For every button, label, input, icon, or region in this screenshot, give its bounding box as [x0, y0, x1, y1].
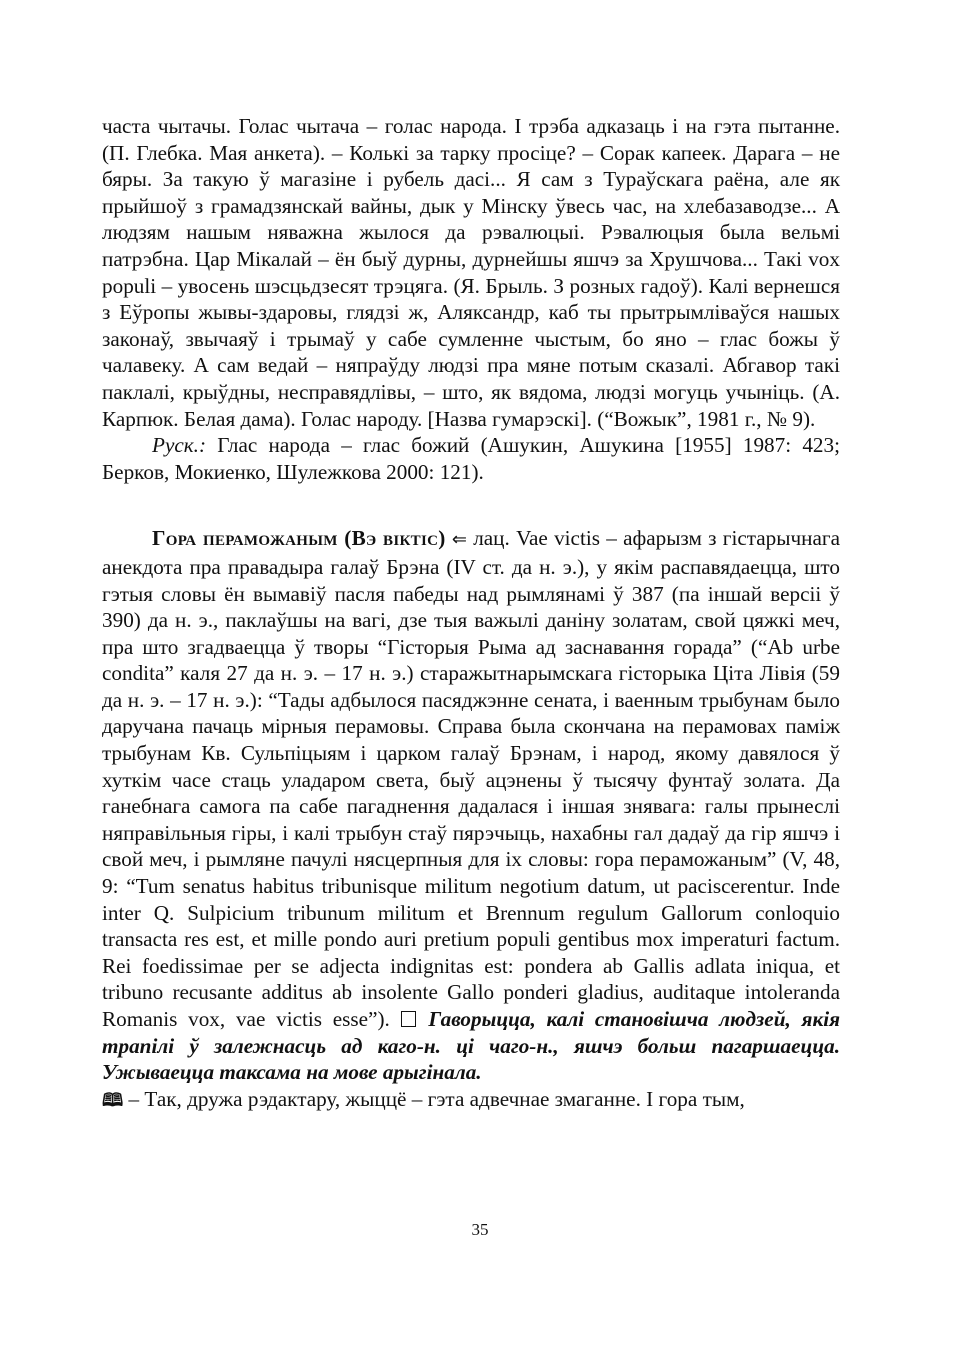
- entry-spacer: [102, 485, 840, 525]
- text-column: [102, 113, 840, 1114]
- russian-label: Руск.:: [152, 433, 207, 458]
- example-line: [102, 1086, 840, 1115]
- usage-note-square-icon: [401, 1011, 416, 1027]
- russian-equivalent-paragraph: [102, 432, 840, 485]
- open-book-icon: 🕮: [102, 1089, 124, 1111]
- russian-equivalent-text: Глас народа – глас божий (Ашукин, Ашукина [1955] 1987: 423; Берков, Мокиенко, Шулежкова 2000: 121).: [102, 433, 840, 484]
- borrowing-arrow-icon: ⇐: [451, 529, 467, 551]
- continuation-paragraph: часта чытачы. Голас чытача – голас народа. І трэба адказаць і на гэта пытанне. (П. Глебка. Мая анкета). – Колькі за тарку просіце? – Сорак капеек. Дарага – не бяры. За такую ў магазіне і рубель дасі... Я сам з Тураўскага раёна, але як прыйшоў з грамадзянскай вайны, дык у Мінску ўвесь час, на хлебазаводзе... А людзям нашым няважна жылося да рэвалюцыі. Рэвалюцыя была вельмі патрэбна. Цар Мікалай – ён быў дурны, дурнейшы яшчэ за Хрушчова... Такі vox populi – увосень шэсцьдзесят трэцяга. (Я. Брыль. З розных гадоў). Калі вернешся з Еўропы жывы-здаровы, глядзі ж, Аляксандр, каб ты прытрымліваўся нашых законаў, звычаяў і трымаў у сабе сумленне чыстым, бо яно – глас божы ў чалавеку. А сам ведай – няпраўду людзі пра мяне потым сказалі. Абгавор такі паклалі, крыўдны, несправядлівы, – што, як вядома, людзі могуць учыніць. (А. Карпюк. Белая дама). Голас народу. [Назва гумарэскі]. (“Вожык”, 1981 г., № 9).: [102, 114, 840, 431]
- page-number: 35: [471, 1220, 489, 1239]
- entry-body: лац. Vae victis – афарызм з гістарычнага анекдота пра правадыра галаў Брэна (IV ст. да н. э.), у якім распавядаецца, што гэтыя словы ён вымавіў пасля пабеды над рымлянамі ў 387 (па іншай версіі ў 390) да н. э., паклаўшы на вагі, дзе тыя важылі даніну золатам, свой цяжкі меч, пра што згадваецца ў творы “Гісторыя Рыма ад заснавання горада” (“Ab urbe condita” каля 27 да н. э. – 17 н. э.) старажытнарымскага гісторыка Ціта Лівія (59 да н. э. – 17 н. э.): “Тады адбылося пасяджэнне сената, і ваенным трыбунам было даручана пачаць мірныя перамовы. Справа была скончана на перамовах паміж трыбунам Кв. Сульпіцыям і царком галаў Брэнам, і народ, якому давялося ў хуткім часе стаць уладаром света, быў ацэнены ў тысячу фунтаў золата. Да ганебнага самога па сабе пагаднення дадалася і іншая знявага: галы прынеслі няправільныя гіры, і калі трыбун стаў пярэчыць, нахабны гал дадаў да гір яшчэ і свой меч, і рымляне пачулі нясцерпныя для іх словы: гора пераможаным” (V, 48, 9: “Tum senatus habitus tribunisque militum negotium datum, ut paciscerentur. Inde inter Q. Sulpicium tribunum militum et Brennum regulum Gallorum conloquio transacta res est, et mille pondo auri pretium populi gentibus mox imperaturi factum. Rei foedissimae per se adjecta indignitas est: pondera ab Gallis adlata iniqua, et tribuno recusante additus ab insolente Gallo ponderi gladius, auditaque intoleranda Romanis vox, vae victis esse”).: [102, 526, 840, 1031]
- dictionary-entry: [102, 525, 840, 1085]
- example-text: – Так, дружа рэдактару, жыццё – гэта адвечнае змаганне. І гора тым,: [123, 1086, 745, 1111]
- entry-headword: Гора пераможаным (Вэ віктіс): [152, 526, 446, 551]
- usage-note: Гаворыцца, калі становішча людзей, якія трапілі ў залежнасць ад каго-н. ці чаго-н., яшчэ больш пагаршаецца. Ужываецца таксама на мове арыгінала.: [102, 1007, 840, 1085]
